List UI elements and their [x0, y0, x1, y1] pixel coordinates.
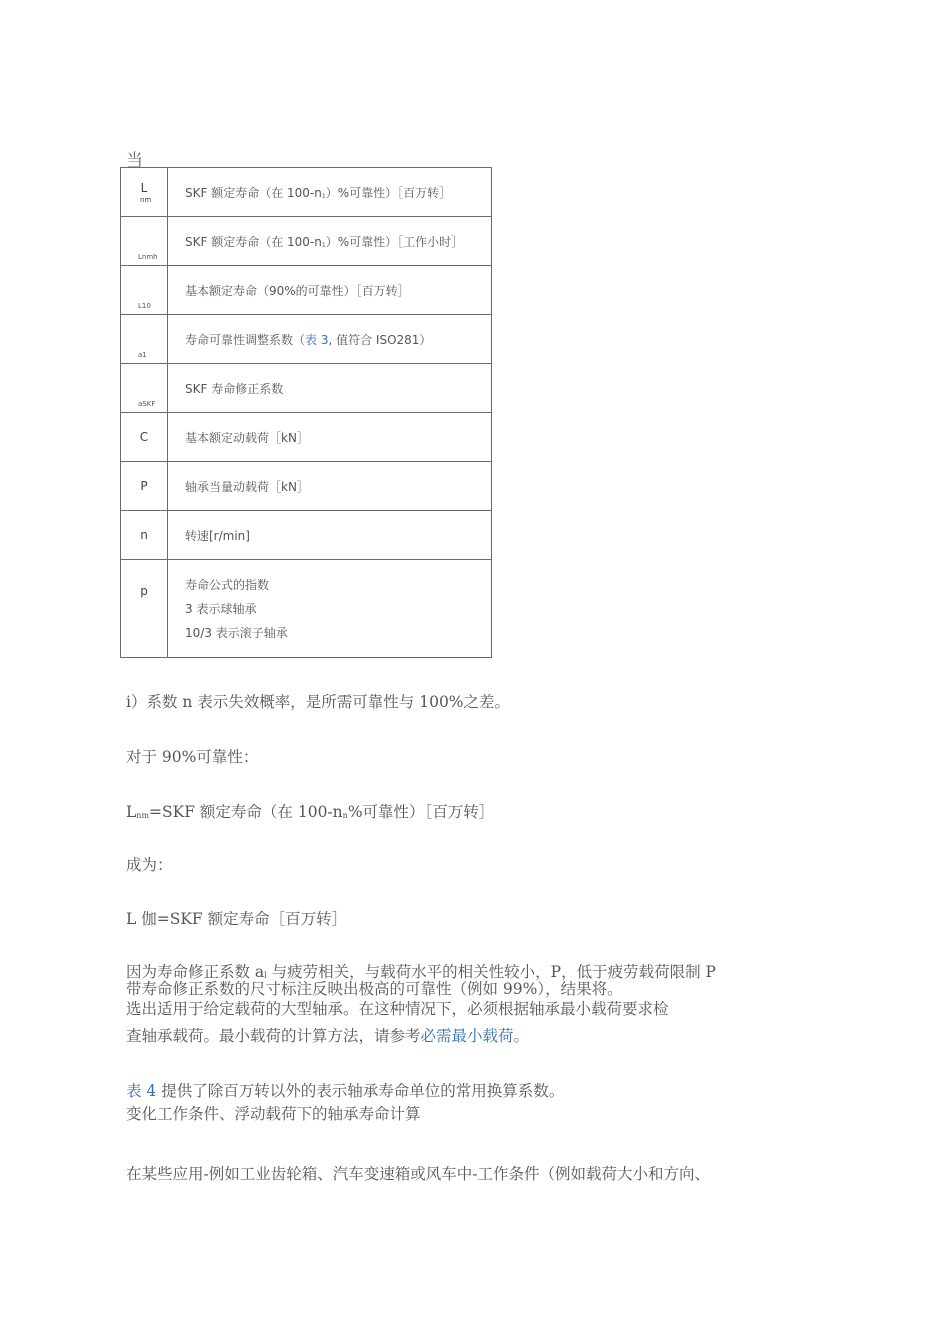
paragraph-90-reliability: 对于 90%可靠性：: [126, 748, 259, 766]
description-cell: [168, 364, 492, 413]
symbol-text: C: [139, 430, 149, 444]
table-4-link[interactable]: 表 4: [126, 1082, 157, 1100]
description-text-end: ）%可靠性）［工作小时］: [325, 234, 464, 249]
symbol-cell: [121, 266, 168, 315]
symbol-text: p: [140, 584, 148, 598]
symbol-subscript: nm: [140, 196, 152, 204]
symbol-subscript: a1: [138, 351, 147, 359]
minimum-load-link[interactable]: 必需最小载荷: [420, 1027, 514, 1045]
symbol-cell: [121, 560, 168, 658]
description-cell: [168, 217, 492, 266]
symbol-cell: [121, 315, 168, 364]
description-line: 3 表示球轴承: [185, 601, 257, 616]
description-cell: [168, 315, 492, 364]
description-text: 轴承当量动载荷［kN］: [185, 479, 309, 494]
description-line: 10/3 表示滚子轴承: [185, 625, 288, 640]
description-text: SKF 寿命修正系数: [185, 381, 284, 396]
table-3-link[interactable]: 表 3: [305, 332, 329, 347]
symbol-definition-table: [120, 167, 492, 658]
description-cell: [168, 560, 492, 658]
paragraph-conversion-factors: 表 4 提供了除百万转以外的表示轴承寿命单位的常用换算系数。: [126, 1082, 565, 1100]
paragraph-becomes: 成为：: [126, 856, 173, 874]
symbol-text: P: [140, 479, 148, 493]
description-cell: [168, 266, 492, 315]
symbol-cell: [121, 413, 168, 462]
symbol-cell: [121, 364, 168, 413]
description-text: SKF 额定寿命（在 100-n: [185, 234, 322, 249]
description-cell: [168, 413, 492, 462]
description-subscript: 1: [321, 241, 326, 249]
description-text: 基本额定寿命（90%的可靠性）［百万转］: [185, 283, 410, 298]
symbol-cell: [121, 217, 168, 266]
paragraph-failure-probability: i）系数 n 表示失效概率，是所需可靠性与 100%之差。: [126, 693, 511, 711]
paragraph-modification-factor-line2: 带寿命修正系数的尺寸标注反映出极高的可靠性（例如 99%），结果将。: [126, 980, 623, 998]
paragraph-modification-factor-line1: 因为寿命修正系数 $a_l$ 与疲劳相关，与载荷水平的相关性较小，P，低于疲劳载荷限制 P: [126, 963, 716, 981]
definition-row: [121, 168, 492, 217]
symbol-cell: [121, 462, 168, 511]
symbol-subscript: Lnmh: [138, 253, 158, 261]
paragraph-modification-factor-line4: 查轴承载荷。最小载荷的计算方法，请参考必需最小载荷。: [126, 1027, 530, 1045]
definition-row: [121, 511, 492, 560]
description-cell: [168, 511, 492, 560]
section-heading-variable-conditions: 变化工作条件、浮动载荷下的轴承寿命计算: [126, 1105, 421, 1123]
definition-row: [121, 413, 492, 462]
symbol-cell: [121, 511, 168, 560]
definition-row: [121, 560, 492, 658]
lead-text: 当: [126, 151, 143, 171]
description-text-end: ）%可靠性）［百万转］: [325, 185, 452, 200]
symbol-text: n: [140, 528, 148, 542]
symbol-cell: [121, 168, 168, 217]
description-text: 转速[r/min]: [185, 528, 250, 543]
formula-lnm: $L_{nm}=SKF$ 额定寿命（在 $100-n_n\%$可靠性）［百万转］: [126, 803, 495, 821]
description-text-end: , 值符合 ISO281）: [328, 332, 432, 347]
paragraph-modification-factor-line3: 选出适用于给定载荷的大型轴承。在这种情况下，必须根据轴承最小载荷要求检: [126, 1000, 669, 1018]
symbol-text: L: [140, 181, 148, 195]
paragraph-variable-conditions: 在某些应用-例如工业齿轮箱、汽车变速箱或风车中-工作条件（例如载荷大小和方向、: [126, 1165, 710, 1183]
formula-l10: L 伽=SKF 额定寿命［百万转］: [126, 910, 348, 928]
description-subscript: 1: [321, 192, 326, 200]
description-text: 寿命可靠性调整系数（: [185, 332, 306, 347]
description-text: SKF 额定寿命（在 100-n: [185, 185, 322, 200]
description-text: 基本额定动载荷［kN］: [185, 430, 309, 445]
symbol-subscript: aSKF: [138, 400, 156, 408]
description-cell: [168, 462, 492, 511]
definition-row: [121, 462, 492, 511]
symbol-subscript: L10: [138, 302, 151, 310]
description-cell: [168, 168, 492, 217]
definition-row: [121, 315, 492, 364]
definition-row: [121, 217, 492, 266]
definition-row: [121, 266, 492, 315]
definition-row: [121, 364, 492, 413]
description-line: 寿命公式的指数: [185, 577, 270, 592]
